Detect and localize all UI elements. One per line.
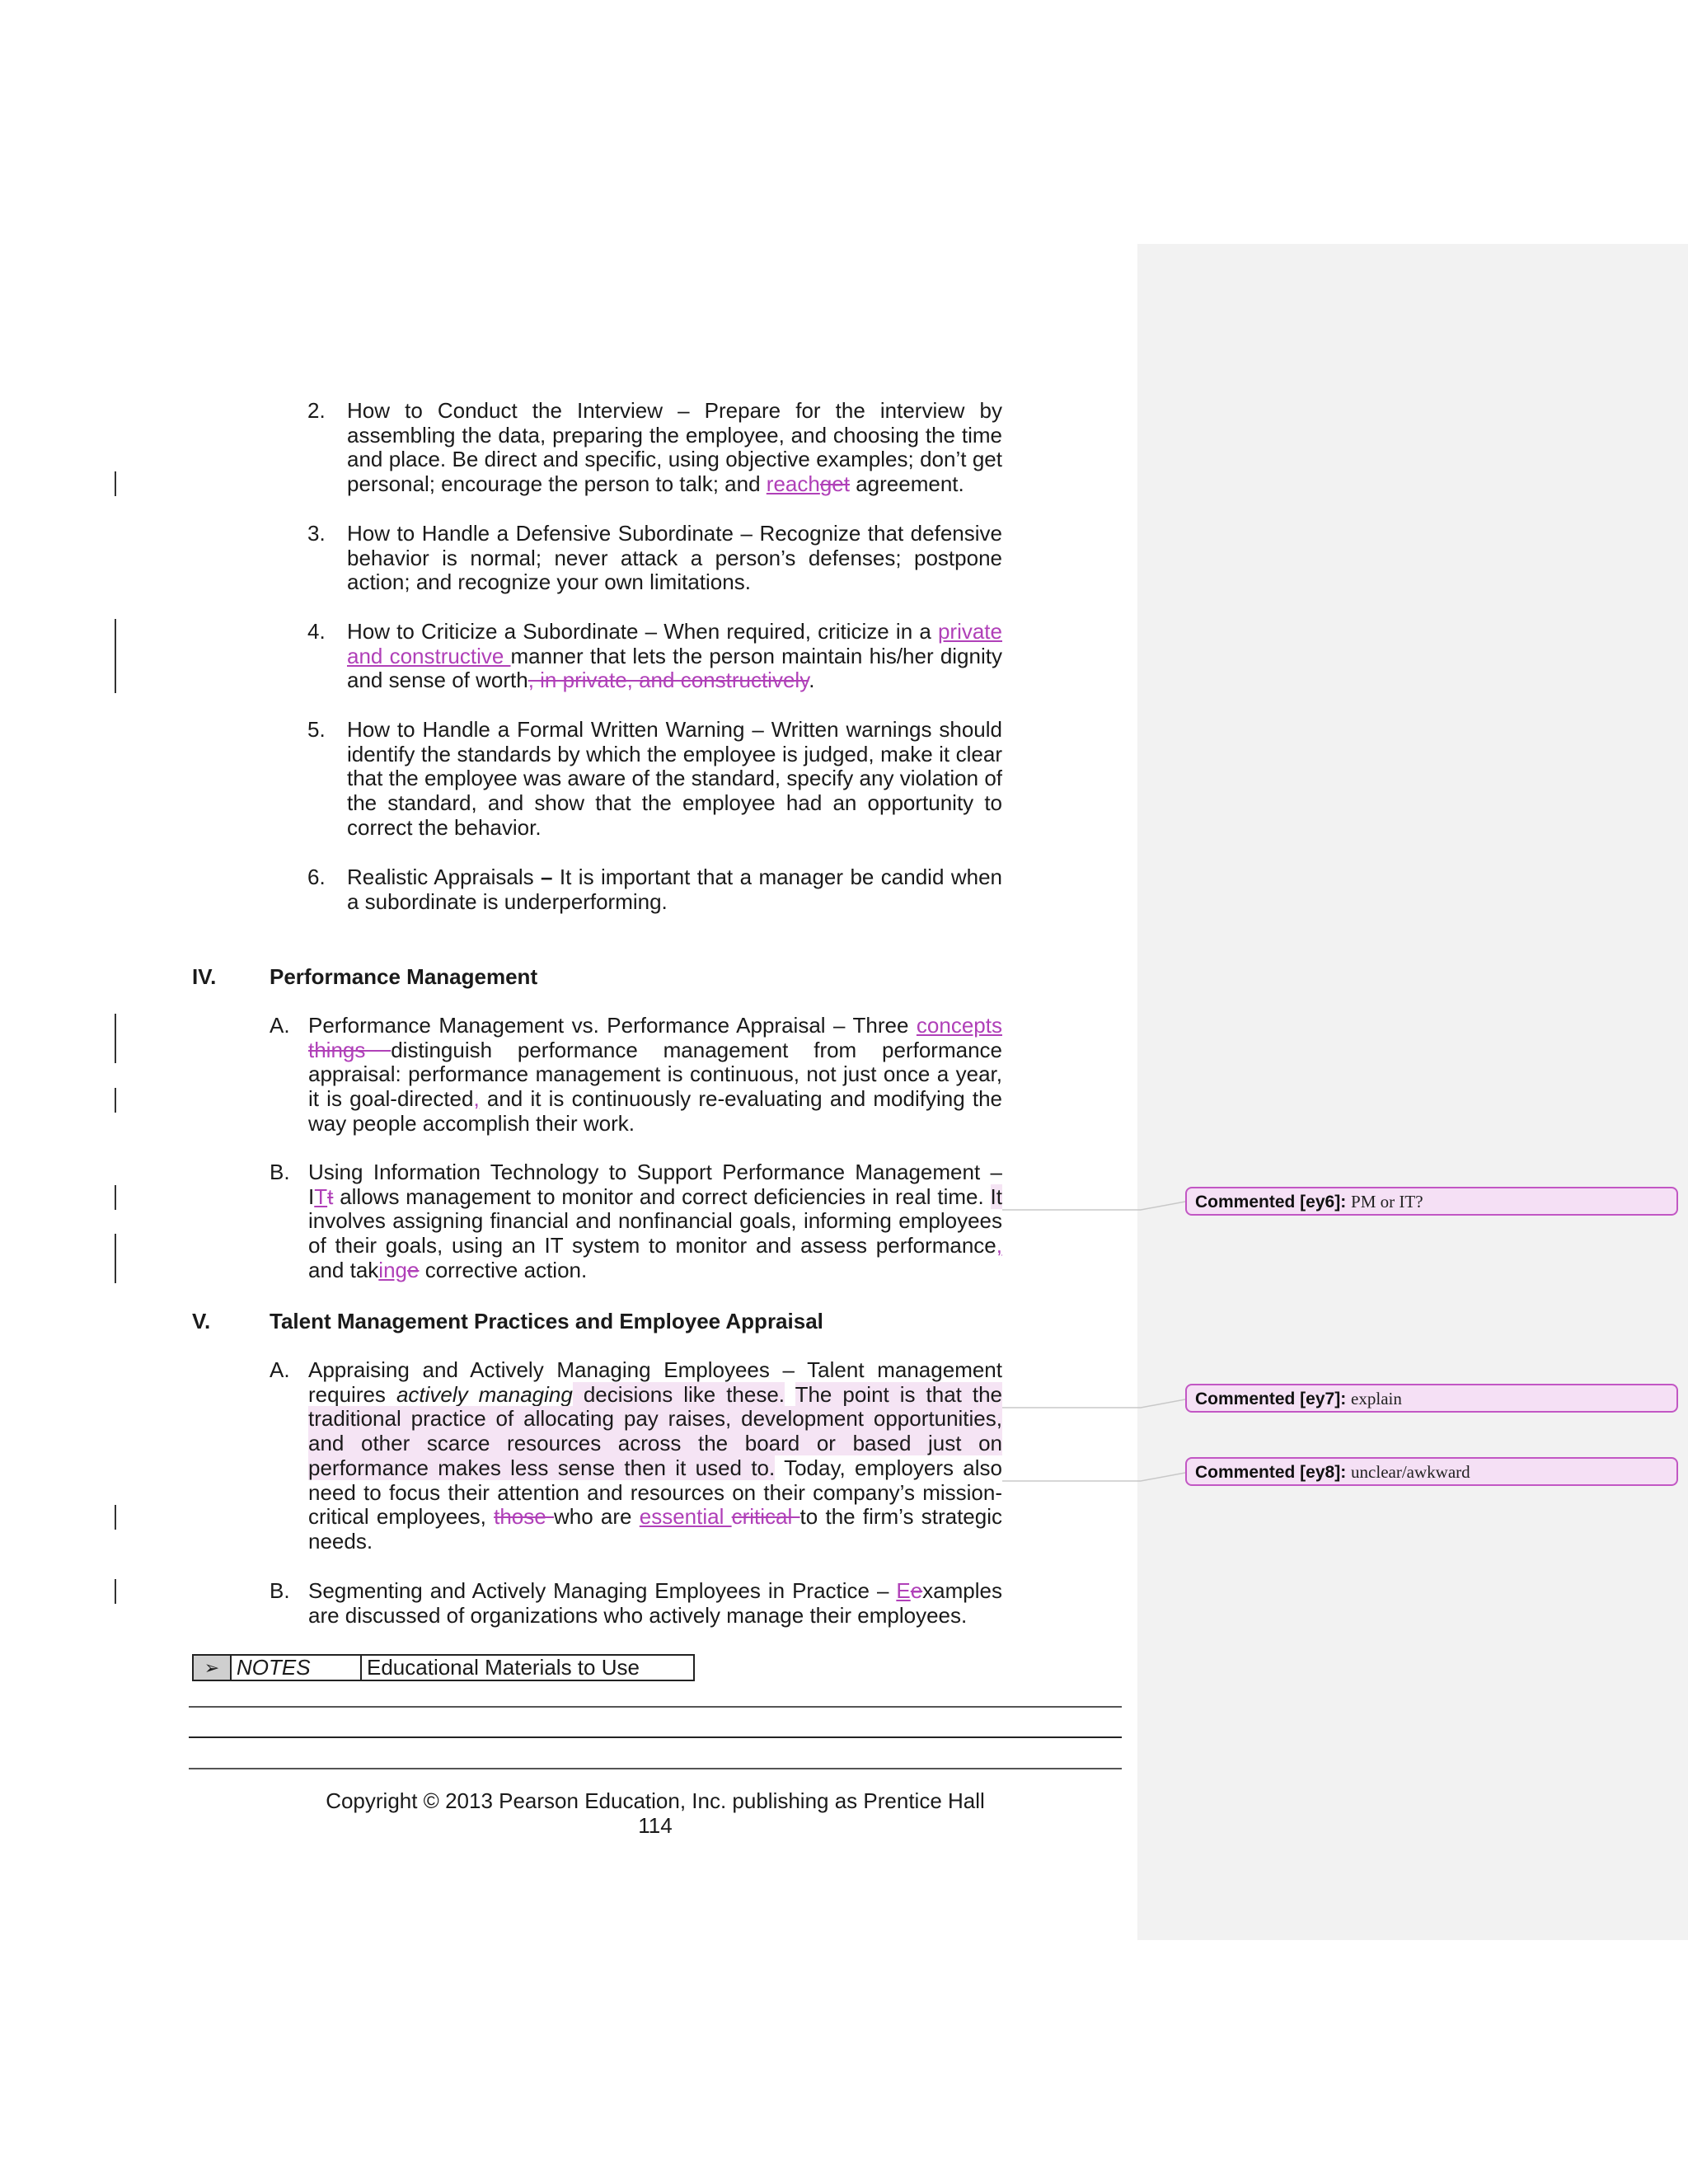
text-run: corrective action. xyxy=(419,1257,588,1282)
text-run: allows management to monitor and correct deficiencies in real time. xyxy=(333,1183,991,1209)
inserted-text[interactable]: reach xyxy=(766,471,820,497)
divider xyxy=(189,1706,1122,1708)
list-item xyxy=(347,718,1002,841)
commented-text[interactable]: The point is that the traditional practice of allocating pay raises, development opportunities, and other scarce resources across the board or based just on performance makes less sense then it used to. xyxy=(308,1381,1003,1480)
comment-label: Commented [ey7]: xyxy=(1195,1390,1347,1408)
comment-balloon[interactable] xyxy=(1185,1457,1678,1486)
revision-bar xyxy=(115,1505,116,1530)
text-run: and it is continuously re-evaluating and modifying the way people accomplish their work. xyxy=(308,1086,1002,1136)
list-item xyxy=(308,1160,1002,1283)
list-item xyxy=(308,1014,1002,1137)
list-number: 3. xyxy=(307,521,326,546)
revision-bar xyxy=(115,619,116,693)
inserted-text[interactable]: T xyxy=(314,1183,328,1209)
text-run: to the firm’s strategic needs. xyxy=(308,1504,1002,1554)
text-run: How to Conduct the Interview – Prepare for the interview by assembling the data, preparing the employee, and choosing the time and place. Be direct and specific, using objective examples; don’t get personal; encourage the person to talk; and xyxy=(347,398,1002,497)
revision-bar xyxy=(115,1185,116,1210)
text-run: and tak xyxy=(308,1257,379,1282)
list-letter: B. xyxy=(270,1160,290,1184)
comment-text: unclear/awkward xyxy=(1351,1462,1470,1482)
section-heading: Performance Management xyxy=(270,964,538,989)
text-run: who are xyxy=(553,1504,640,1530)
divider xyxy=(189,1768,1122,1769)
deleted-text[interactable]: things xyxy=(308,1037,392,1062)
comment-text: PM or IT? xyxy=(1351,1192,1423,1212)
commented-text[interactable]: decisions like these. xyxy=(572,1381,785,1407)
inserted-text[interactable]: private and constructive xyxy=(347,619,1002,668)
section-number: V. xyxy=(192,1309,211,1333)
deleted-text[interactable]: get xyxy=(819,471,850,497)
revision-bar xyxy=(115,471,116,496)
revision-bar xyxy=(115,1234,116,1283)
deleted-text[interactable]: those xyxy=(494,1504,554,1530)
list-letter: A. xyxy=(270,1357,290,1382)
list-number: 6. xyxy=(307,865,326,889)
deleted-text[interactable]: critical xyxy=(731,1504,800,1530)
deleted-text[interactable]: t xyxy=(327,1183,334,1209)
emphasis-text: actively managing xyxy=(396,1381,573,1407)
revision-bar xyxy=(115,1014,116,1063)
comment-label: Commented [ey6]: xyxy=(1195,1193,1347,1212)
text-run: How to Handle a Formal Written Warning – Written warnings should identify the standards by which the employee is judged, make it clear that the employee was aware of the standard, specify any violation of the standard, and show that the employee had an opportunity to correct the behavior. xyxy=(347,717,1002,840)
text-run: Segmenting and Actively Managing Employees in Practice – xyxy=(308,1578,897,1603)
page-number: 114 xyxy=(638,1813,673,1838)
inserted-text[interactable]: concepts xyxy=(916,1013,1002,1038)
list-number: 5. xyxy=(307,717,326,742)
list-number: 2. xyxy=(307,398,326,423)
inserted-text[interactable]: essential xyxy=(639,1504,732,1530)
text-run xyxy=(785,1382,795,1407)
comment-pane xyxy=(1137,244,1688,1940)
inserted-text[interactable]: E xyxy=(896,1578,911,1603)
notes-label: NOTES xyxy=(232,1656,362,1680)
text-run: agreement. xyxy=(850,471,964,497)
divider xyxy=(189,1736,1122,1738)
section-heading: Talent Management Practices and Employee Appraisal xyxy=(270,1309,823,1333)
text-run: . xyxy=(809,668,815,693)
deleted-text[interactable]: e xyxy=(910,1578,923,1603)
list-item xyxy=(347,399,1002,497)
text-run: Today, employers also need to focus their attention and resources on their company’s mission-critical employees, xyxy=(308,1455,1003,1530)
text-run: Using Information Technology to Support Performance Management – I xyxy=(308,1160,1002,1209)
list-item xyxy=(347,620,1002,693)
list-item xyxy=(347,865,1002,914)
inserted-text[interactable]: , xyxy=(473,1086,480,1112)
text-run: How to Criticize a Subordinate – When required, criticize in a xyxy=(347,619,938,644)
comment-balloon[interactable] xyxy=(1185,1187,1678,1216)
notes-text: Educational Materials to Use xyxy=(367,1655,640,1680)
commented-text[interactable]: It xyxy=(990,1183,1002,1209)
deleted-text[interactable]: e xyxy=(407,1257,420,1282)
text-run: Realistic Appraisals xyxy=(347,865,542,889)
inserted-text[interactable]: ing xyxy=(378,1257,407,1282)
inserted-text[interactable]: , xyxy=(996,1233,1002,1258)
notes-table xyxy=(192,1654,695,1681)
section-number: IV. xyxy=(192,964,217,989)
text-run: It is important that a manager be candid when a subordinate is underperforming. xyxy=(347,865,1002,914)
list-letter: A. xyxy=(270,1013,290,1038)
comment-text: explain xyxy=(1351,1389,1402,1408)
text-run: distinguish performance management from performance appraisal: performance management is continuous, not just once a year, it is goal-directed xyxy=(308,1037,1002,1112)
revision-bar xyxy=(115,1088,116,1113)
revision-bar xyxy=(115,1579,116,1604)
text-run: involves assigning financial and nonfinancial goals, informing employees of their goals, using an IT system to monitor and assess performance xyxy=(308,1208,1002,1258)
text-run: Appraising and Actively Managing Employees – Talent management requires xyxy=(308,1357,1002,1407)
comment-balloon[interactable] xyxy=(1185,1384,1678,1413)
deleted-text[interactable]: , in private, and constructively xyxy=(528,668,809,693)
text-run: manner that lets the person maintain his/her dignity and sense of worth xyxy=(347,643,1002,693)
list-item xyxy=(308,1358,1002,1554)
arrow-icon: ➢ xyxy=(194,1656,232,1680)
comment-label: Commented [ey8]: xyxy=(1195,1463,1347,1482)
text-run: xamples are discussed of organizations who actively manage their employees. xyxy=(308,1578,1002,1628)
list-letter: B. xyxy=(270,1578,290,1603)
footer-copyright: Copyright © 2013 Pearson Education, Inc. publishing as Prentice Hall xyxy=(326,1788,985,1813)
text-run: – xyxy=(541,865,553,889)
text-run: How to Handle a Defensive Subordinate – Recognize that defensive behavior is normal; never attack a person’s defenses; postpone action; and recognize your own limitations. xyxy=(347,521,1002,595)
list-item xyxy=(347,522,1002,595)
text-run: Performance Management vs. Performance Appraisal – Three xyxy=(308,1013,917,1038)
list-item xyxy=(308,1579,1002,1628)
list-number: 4. xyxy=(307,619,326,644)
